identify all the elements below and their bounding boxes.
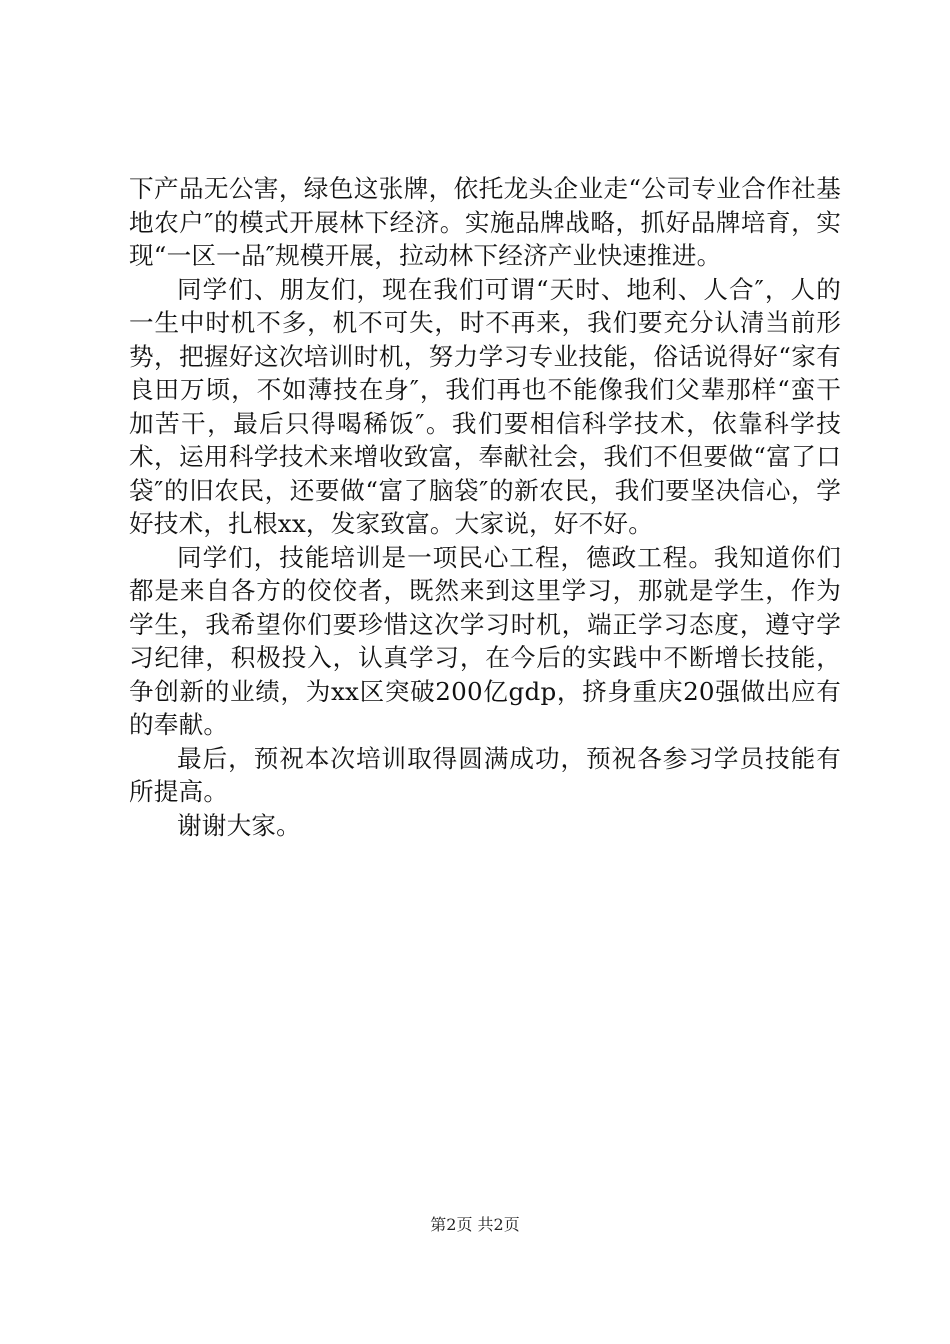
paragraph-3: 同学们，技能培训是一项民心工程，德政工程。我知道你们都是来自各方的佼佼者，既然来到这里学习，那就是学生，作为学生，我希望你们要珍惜这次学习时机，端正学习态度，遵守学习纪律，积极投入，认真学习，在今后的实践中不断增长技能，争创新的业绩，为xx区突破200亿gdp，挤身重庆20强做出应有的奉献。	[129, 542, 841, 739]
page-footer	[0, 1214, 950, 1236]
paragraph-5: 谢谢大家。	[177, 810, 301, 840]
paragraph-1: 下产品无公害，绿色这张牌，依托龙头企业走“公司专业合作社基地农户″的模式开展林下经济。实施品牌战略，抓好品牌培育，实现“一区一品″规模开展，拉动林下经济产业快速推进。	[129, 174, 841, 270]
paragraph-2: 同学们、朋友们，现在我们可谓“天时、地利、人合″，人的一生中时机不多，机不可失，时不再来，我们要充分认清当前形势，把握好这次培训时机，努力学习专业技能，俗话说得好“家有良田万顷，不如薄技在身″，我们再也不能像我们父辈那样“蛮干加苦干，最后只得喝稀饭″。我们要相信科学技术，依靠科学技术，运用科学技术来增收致富，奉献社会，我们不但要做“富了口袋″的旧农民，还要做“富了脑袋″的新农民，我们要坚决信心，学好技术，扎根xx，发家致富。大家说，好不好。	[129, 274, 841, 538]
paragraph-4: 最后，预祝本次培训取得圆满成功，预祝各参习学员技能有所提高。	[129, 743, 841, 806]
document-body	[129, 172, 841, 842]
page-number-label: 第2页 共2页	[430, 1215, 520, 1234]
